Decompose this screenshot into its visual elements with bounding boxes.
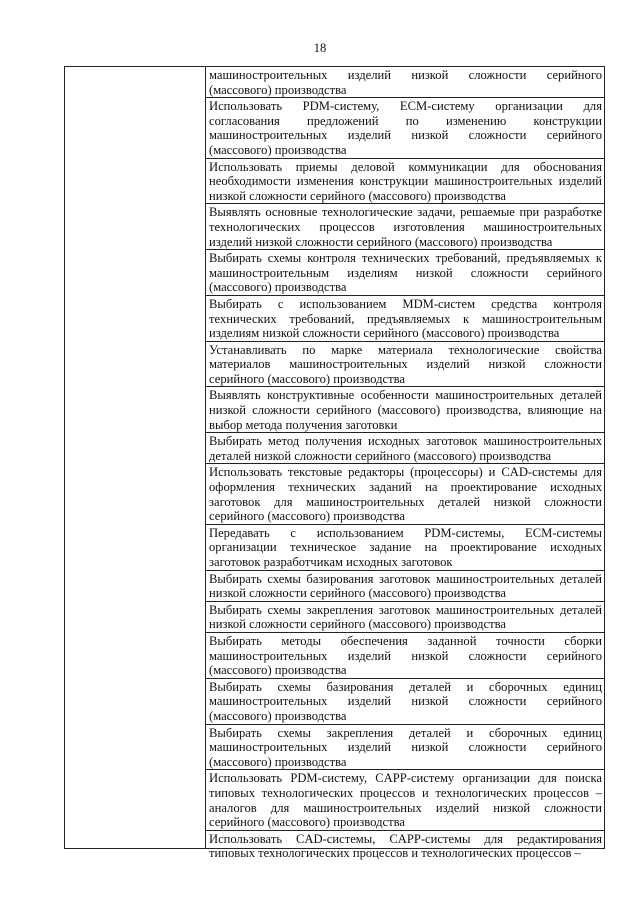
row-text-line: серийного (массового) производства — [209, 371, 405, 386]
row-text-line: заготовок разработчикам исходных заготовок — [209, 555, 453, 569]
row-text-line: Выбирать схемы контроля технических требований, предъявляемых к — [209, 251, 602, 266]
row-text-line: необходимости изменения конструкции машиностроительных изделий — [209, 174, 602, 189]
row-text-line: серийного (массового) производства — [209, 509, 405, 524]
row-text-line: Использовать текстовые редакторы (процессоры) и CAD-системы для — [209, 465, 602, 480]
row-text-line: (массового) производства — [209, 142, 347, 157]
row-text-line: изделиям низкой сложности серийного (массового) производства — [209, 326, 560, 341]
row-text-line: (массового) производства — [209, 82, 347, 97]
table-row — [206, 250, 604, 296]
row-text-line: типовых технологических процессов и технологических процессов – — [209, 785, 602, 800]
table-row — [206, 633, 604, 679]
table-row — [206, 296, 604, 342]
row-text-line: выбор метода получения заготовки — [209, 417, 398, 432]
row-text-line: Передавать с использованием PDM-системы, ECM-системы — [209, 525, 602, 540]
row-text-line: машиностроительных изделий низкой сложности серийного — [209, 740, 602, 755]
table-row — [206, 679, 604, 725]
row-text-line: Использовать приемы деловой коммуникации для обоснования — [209, 159, 602, 174]
row-text-line: машиностроительных изделий низкой сложности серийного — [209, 648, 602, 663]
row-text-line: Выявлять основные технологические задачи, решаемые при разработке — [209, 205, 602, 220]
table-row — [206, 571, 604, 602]
page-number: 18 — [313, 41, 327, 55]
row-text-line: Использовать PDM-систему, CAPP-систему организации для поиска — [209, 771, 602, 786]
row-text-line: технологических процессов изготовления машиностроительных — [209, 219, 602, 234]
row-text-line: Выбирать схемы базирования деталей и сборочных единиц — [209, 679, 602, 694]
row-text-line: низкой сложности серийного (массового) производства, влияющие на — [209, 403, 602, 418]
table-row — [206, 464, 604, 524]
row-text-line: деталей низкой сложности серийного (массового) производства — [209, 448, 552, 463]
table-row — [206, 770, 604, 830]
row-text-line: согласования предложений по изменению конструкции — [209, 113, 602, 128]
row-text-line: Выбирать с использованием MDM-систем средства контроля — [209, 296, 602, 311]
row-text-line: типовых технологических процессов и технологических процессов – — [209, 846, 581, 861]
skills-table — [64, 66, 605, 861]
row-text-line: оформления технических заданий на проектирование исходных — [209, 480, 602, 495]
row-text-line: Использовать PDM-систему, ECM-систему организации для — [209, 99, 602, 114]
row-text-line: Выбирать схемы закрепления деталей и сборочных единиц — [209, 725, 602, 740]
row-text-line: (массового) производства — [209, 663, 347, 678]
table-row — [206, 602, 604, 633]
table-row — [206, 725, 604, 771]
table-row — [206, 204, 604, 250]
row-text-line: организации техническое задание на проектирование исходных — [209, 540, 602, 555]
row-text-line: Выбирать схемы базирования заготовок машиностроительных деталей — [209, 571, 602, 586]
row-text-line: заготовок для машиностроительных деталей низкой сложности — [209, 494, 602, 509]
table-row — [206, 525, 604, 571]
row-text-line: низкой сложности серийного (массового) производства — [209, 586, 506, 601]
row-text-line: Выбирать метод получения исходных заготовок машиностроительных — [209, 434, 602, 449]
row-text-line: машиностроительных изделий низкой сложности серийного — [209, 128, 602, 143]
row-text-line: материалов машиностроительных изделий низкой сложности — [209, 357, 602, 372]
row-text-line: технических требований, предъявляемых к машиностроительным — [209, 311, 602, 326]
row-text-line: Выявлять конструктивные особенности машиностроительных деталей — [209, 388, 602, 403]
table-row — [206, 342, 604, 388]
row-text-line: (массового) производства — [209, 280, 347, 295]
row-text-line: машиностроительным изделиям низкой сложности серийного — [209, 265, 602, 280]
row-text-line: Выбирать схемы закрепления заготовок машиностроительных деталей — [209, 602, 602, 617]
row-text-line: низкой сложности серийного (массового) производства — [209, 617, 506, 632]
table-row — [206, 433, 604, 464]
row-text-line: Устанавливать по марке материала технологические свойства — [209, 342, 602, 357]
row-text-line: Выбирать методы обеспечения заданной точности сборки — [209, 633, 602, 648]
table-row — [206, 98, 604, 158]
row-text-line: (массового) производства — [209, 754, 347, 769]
table-row — [206, 159, 604, 205]
table-row — [206, 67, 604, 98]
row-text-line: изделий низкой сложности серийного (массового) производства — [209, 234, 553, 249]
row-text-line: (массового) производства — [209, 708, 347, 723]
table-row — [206, 831, 604, 861]
table-right-column — [206, 67, 604, 861]
row-text-line: машиностроительных изделий низкой сложности серийного — [209, 68, 602, 82]
table-left-cell — [65, 67, 206, 848]
table-row — [206, 387, 604, 433]
row-text-line: низкой сложности серийного (массового) производства — [209, 188, 506, 203]
row-text-line: серийного (массового) производства — [209, 815, 405, 830]
row-text-line: аналогов для машиностроительных изделий низкой сложности — [209, 800, 602, 815]
row-text-line: Использовать CAD-системы, CAPP-системы для редактирования — [209, 831, 602, 846]
row-text-line: машиностроительных изделий низкой сложности серийного — [209, 694, 602, 709]
